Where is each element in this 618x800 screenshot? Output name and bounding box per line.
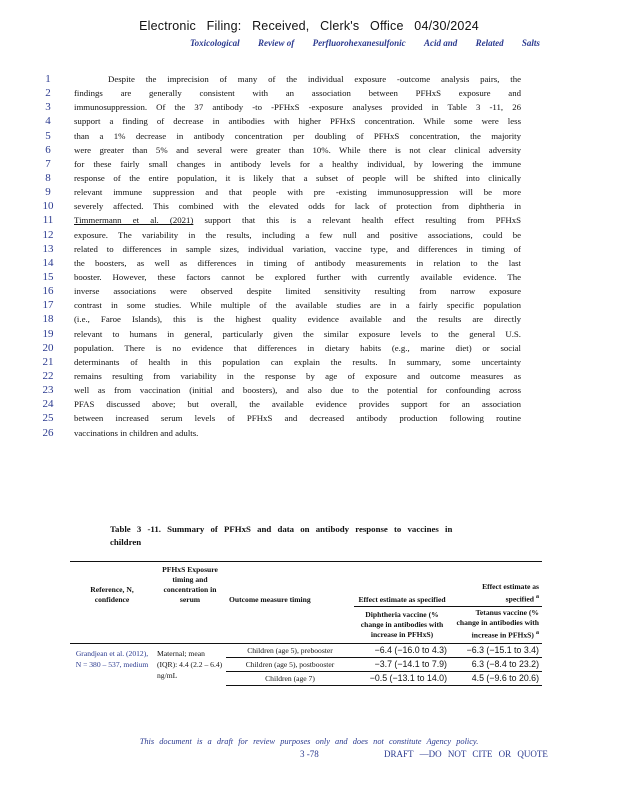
text-line (0, 284, 618, 298)
line-text: between increased serum levels of PFHxS and decreased antibody production following routine (74, 413, 521, 424)
text-line (0, 298, 618, 312)
col-header-outcome: Outcome measure timing (226, 562, 354, 607)
outcome-cell: Children (age 7) (226, 672, 354, 686)
reference-cell: Grandjean et al. (2012), N = 380 – 537, medium (75, 649, 149, 670)
line-number: 3 (45, 101, 51, 114)
text-line (0, 114, 618, 128)
line-text: well as from vaccination (initial and boosters), and also due to the potential for confounding across (74, 385, 521, 396)
tetanus-value: 4.5 (−9.6 to 20.6) (450, 672, 542, 686)
footnote-marker: a (535, 628, 539, 636)
text-line (0, 256, 618, 270)
diphtheria-value: −3.7 (−14.1 to 7.9) (354, 658, 450, 672)
tetanus-value: 6.3 (−8.4 to 23.2) (450, 658, 542, 672)
line-text: response of the entire population, it is likely that a subset of people will be shifted into clinically (74, 172, 521, 183)
table-caption-line: Table 3 -11. Summary of PFHxS and data on antibody response to vaccines in (110, 524, 453, 534)
diphtheria-value: −0.5 (−13.1 to 14.0) (354, 672, 450, 686)
text-line (0, 383, 618, 397)
line-number: 2 (45, 87, 51, 100)
line-text: the boosters, as well as differences in timing of antibody measurements in relation to the last (74, 257, 521, 268)
footnote-marker: a (535, 592, 539, 600)
line-number: 4 (45, 115, 51, 128)
line-text: exposure. The variability in the results, including a few null and positive associations, could be (74, 229, 521, 240)
filing-stamp: Electronic Filing: Received, Clerk's Office 04/30/2024 (139, 19, 479, 33)
line-text: relevant to humans in general, particularly given the similar exposure levels to the general U.S. (74, 328, 521, 339)
line-text: contrast in some studies. While multiple of the available studies are in a fairly specific population (74, 300, 521, 311)
text-line (0, 171, 618, 185)
line-text: remains resulting from variability in the response by age of exposure and outcome measures as (74, 370, 521, 381)
line-number: 11 (42, 214, 54, 227)
line-text-rest: support that this is a relevant health effect resulting from PFHxS (193, 215, 521, 226)
line-text: (i.e., Faroe Islands), this is the highest quality evidence available and the results are directly (74, 314, 521, 325)
table-row (70, 644, 542, 658)
col-header-exposure: PFHxS Exposure timing and concentration in serum (154, 562, 226, 607)
text-line (0, 312, 618, 326)
col-header-tetanus (450, 606, 542, 644)
citation-link[interactable]: Timmermann et al. (2021) (74, 215, 194, 226)
body-text (0, 72, 618, 440)
line-text: determinants of health in this population can explain the results. In summary, some uncertainty (74, 356, 521, 367)
running-head-part: Related (475, 38, 504, 48)
line-number: 7 (45, 157, 51, 170)
text-line (0, 355, 618, 369)
line-text: Despite the imprecision of many of the individual exposure -outcome analysis pairs, the (108, 74, 521, 84)
line-text: vaccinations in children and adults. (74, 427, 199, 438)
line-text: were greater than 5% and several were greater than 10%. While there is not clear clinical adversity (74, 144, 521, 155)
text-line (0, 86, 618, 100)
line-number: 15 (42, 270, 54, 283)
text-line (0, 369, 618, 383)
exposure-cell: Maternal; mean (IQR): 4.4 (2.2 – 6.4) ng/mL (157, 649, 223, 681)
line-number: 23 (42, 384, 54, 397)
text-line (0, 228, 618, 242)
line-number: 8 (45, 171, 51, 184)
col-header-tetanus-text: Tetanus vaccine (% change in antibodies with increase in PFHxS) (456, 607, 539, 640)
line-number: 22 (42, 369, 54, 382)
running-head (190, 38, 540, 48)
draft-notice: DRAFT —DO NOT CITE OR QUOTE (384, 749, 548, 759)
table-caption-line: children (110, 537, 142, 547)
line-text: severely affected. This combined with the elevated odds for lack of protection from diphtheria in (74, 201, 521, 212)
col-header-effect-2-text: Effect estimate as specified (482, 581, 539, 604)
text-line (0, 213, 618, 227)
page-number: 3 -78 (300, 749, 319, 759)
line-text: for these fairly small changes in antibody levels for a healthy individual, by lowering the immune (74, 158, 521, 169)
line-number: 14 (42, 256, 54, 269)
draft-disclaimer: This document is a draft for review purposes only and does not constitute Agency policy. (139, 737, 479, 746)
col-header-diphtheria: Diphtheria vaccine (% change in antibodies with increase in PFHxS) (354, 606, 450, 644)
line-text: related to differences in sample sizes, individual variation, vaccine type, and differences in timing of (74, 243, 521, 254)
line-number: 12 (42, 228, 54, 241)
line-text (74, 213, 521, 227)
line-text: immunosuppression. Of the 37 antibody -to -PFHxS -exposure analyses provided in Table 3 -11, 26 (74, 102, 521, 113)
line-text: population. There is no evidence that differences in dietary habits (e.g., marine diet) or social (74, 342, 521, 353)
running-head-part: Toxicological (190, 38, 240, 48)
line-text: inverse associations were observed despite limited sensitivity resulting from narrow exposure (74, 286, 521, 297)
text-line (0, 157, 618, 171)
col-header-reference: Reference, N, confidence (70, 562, 154, 607)
line-number: 18 (42, 313, 54, 326)
line-number: 1 (45, 73, 51, 85)
outcome-cell: Children (age 5), postbooster (226, 658, 354, 672)
line-number: 5 (45, 129, 51, 142)
line-number: 25 (42, 412, 54, 425)
line-text: findings are generally consistent with an association between PFHxS exposure and (74, 88, 521, 99)
line-text: support a finding of decrease in antibodies with higher PFHxS concentration. While some were less (74, 116, 521, 127)
line-text: booster. However, these factors cannot be explored further with currently available evidence. The (74, 271, 521, 282)
text-line (0, 242, 618, 256)
line-number: 13 (42, 242, 54, 255)
text-line (0, 143, 618, 157)
line-number: 26 (42, 426, 54, 439)
line-text: than a 1% decrease in antibody concentration per doubling of PFHxS concentration, the majority (74, 130, 521, 141)
summary-table (70, 561, 542, 686)
line-text: relevant immune suppression and that people with pre -existing immunosuppression will be more (74, 187, 521, 198)
line-number: 9 (45, 186, 51, 199)
text-line (0, 100, 618, 114)
text-line (0, 185, 618, 199)
table-caption (110, 523, 490, 549)
line-number: 16 (42, 285, 54, 298)
text-line (0, 341, 618, 355)
text-line (0, 397, 618, 411)
line-number: 24 (42, 398, 54, 411)
line-number: 19 (42, 327, 54, 340)
tetanus-value: −6.3 (−15.1 to 3.4) (450, 644, 542, 658)
running-head-part: Review of (258, 38, 295, 48)
text-line (0, 129, 618, 143)
text-line (0, 411, 618, 425)
text-line (0, 270, 618, 284)
col-header-effect-2 (450, 562, 542, 607)
line-text: PFAS discussed above; but overall, the available evidence provides support for an association (74, 399, 521, 410)
text-line (0, 199, 618, 213)
text-line (0, 72, 618, 86)
line-number: 10 (42, 200, 54, 213)
col-header-effect-1: Effect estimate as specified (354, 562, 450, 607)
line-number: 17 (42, 299, 54, 312)
line-number: 21 (42, 355, 54, 368)
text-line (0, 327, 618, 341)
running-head-part: Perfluorohexanesulfonic (312, 38, 406, 48)
running-head-part: Acid and (423, 38, 458, 48)
diphtheria-value: −6.4 (−16.0 to 4.3) (354, 644, 450, 658)
line-number: 6 (45, 143, 51, 156)
outcome-cell: Children (age 5), prebooster (226, 644, 354, 658)
line-number: 20 (42, 341, 54, 354)
text-line (0, 426, 618, 440)
running-head-part: Salts (521, 38, 540, 48)
